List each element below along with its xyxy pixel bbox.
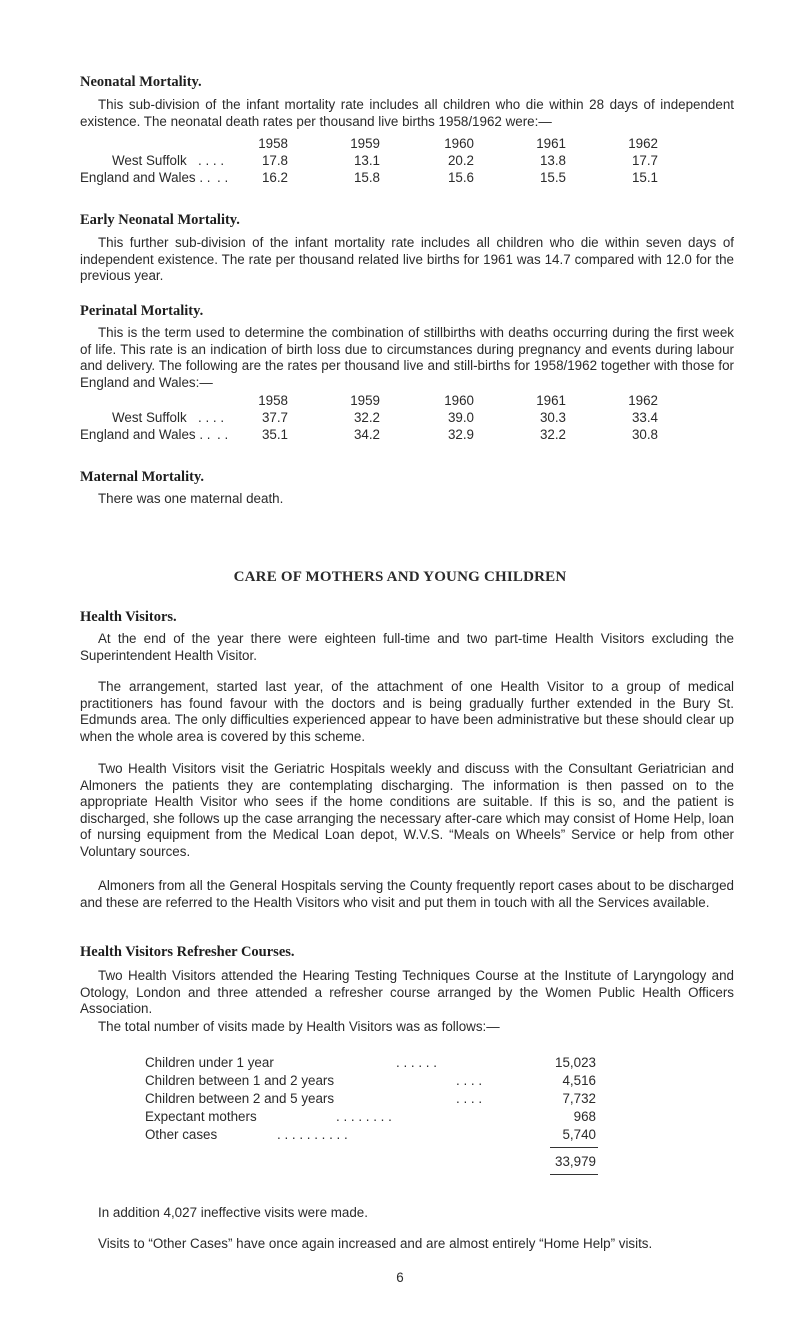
- rate-value: 39.0: [447, 410, 474, 425]
- leader-dots: . . . .: [456, 1091, 483, 1106]
- rate-value: 35.1: [261, 427, 288, 442]
- leader-dots: . .: [217, 170, 229, 185]
- leader-dots: . .: [217, 427, 229, 442]
- rate-value: 15.1: [631, 170, 658, 185]
- rate-value: 13.1: [353, 153, 380, 168]
- neonatal-heading: Neonatal Mortality.: [80, 74, 202, 90]
- maternal-text: There was one maternal death.: [98, 491, 284, 506]
- visit-total: 33,979: [555, 1154, 596, 1169]
- rate-value: 15.8: [353, 170, 380, 185]
- row-label: England and Wales . .: [80, 170, 211, 185]
- visit-label: Other cases: [145, 1127, 218, 1142]
- rate-value: 16.2: [261, 170, 288, 185]
- year-col: 1961: [536, 393, 566, 408]
- refresher-p4: Visits to “Other Cases” have once again increased and are almost entirely “Home Help” visits.: [98, 1236, 653, 1251]
- neonatal-row: [0, 153, 800, 170]
- rate-value: 33.4: [631, 410, 658, 425]
- neonatal-text: This sub-division of the infant mortality rate includes all children who die within 28 days of independent existence. The neonatal death rates per thousand live births 1958/1962 were:—: [80, 97, 734, 129]
- refresher-heading: Health Visitors Refresher Courses.: [80, 944, 295, 960]
- perinatal-heading: Perinatal Mortality.: [80, 303, 204, 319]
- row-label: England and Wales . .: [80, 427, 211, 442]
- rate-value: 15.6: [447, 170, 474, 185]
- visits-row: [0, 1073, 800, 1090]
- year-col: 1960: [444, 393, 474, 408]
- rate-value: 32.2: [353, 410, 380, 425]
- refresher-p2: The total number of visits made by Health Visitors was as follows:—: [98, 1019, 500, 1034]
- visit-label: Expectant mothers: [145, 1109, 257, 1124]
- year-col: 1961: [536, 136, 566, 151]
- perinatal-text: This is the term used to determine the combination of stillbirths with deaths occurring during the first week of life. This rate is an indication of birth loss due to circumstances during pregnancy and events during labour and delivery. The following are the rates per thousand live and still-births for 1958/1962 together with those for England and Wales:—: [80, 325, 734, 390]
- total-rule-bottom: [550, 1174, 598, 1175]
- year-col: 1962: [628, 136, 658, 151]
- row-label: West Suffolk: [112, 153, 187, 168]
- year-col: 1959: [350, 393, 380, 408]
- refresher-p1: Two Health Visitors attended the Hearing Testing Techniques Course at the Institute of Laryngology and Otology, London and three attended a refresher course arranged by the Women Public Health Officers Association.: [80, 968, 734, 1016]
- visit-count: 5,740: [562, 1127, 596, 1142]
- visits-row: [0, 1091, 800, 1108]
- leader-dots: . . . .: [198, 410, 225, 425]
- rate-value: 15.5: [539, 170, 566, 185]
- total-rule-top: [550, 1147, 598, 1148]
- visit-label: Children between 2 and 5 years: [145, 1091, 335, 1106]
- perinatal-row: [0, 427, 800, 444]
- health-visitors-p3: Two Health Visitors visit the Geriatric Hospitals weekly and discuss with the Consultant Geriatrician and Almoners the patients they are contemplating discharging. The information is then passed on to the appropriate Health Visitor who sees if the home conditions are suitable. If this is so, and the patient is discharged, she follows up the case arranging the necessary after-care which may consist of Home Help, loan of nursing equipment from the Medical Loan depot, W.V.S. “Meals on Wheels” Service or help from other Voluntary sources.: [80, 761, 734, 859]
- health-visitors-p2: The arrangement, started last year, of the attachment of one Health Visitor to a group of medical practitioners has found favour with the doctors and is being gradually further extended in the Bury St. Edmunds area. The only difficulties experienced appear to have been administrative but these should clear up when the whole area is covered by this scheme.: [80, 679, 734, 744]
- health-visitors-heading: Health Visitors.: [80, 609, 177, 625]
- refresher-p3: In addition 4,027 ineffective visits were made.: [98, 1205, 368, 1220]
- visits-row: [0, 1127, 800, 1144]
- visit-count: 4,516: [562, 1073, 596, 1088]
- visit-count: 7,732: [562, 1091, 596, 1106]
- visit-label: Children under 1 year: [145, 1055, 274, 1070]
- rate-value: 20.2: [447, 153, 474, 168]
- year-col: 1962: [628, 393, 658, 408]
- year-col: 1960: [444, 136, 474, 151]
- leader-dots: . . . . . . . .: [336, 1109, 392, 1124]
- year-col: 1958: [258, 136, 288, 151]
- visits-total-row: [0, 1154, 800, 1171]
- year-col: 1958: [258, 393, 288, 408]
- rate-value: 30.8: [631, 427, 658, 442]
- early-neonatal-text: This further sub-division of the infant mortality rate includes all children who die within seven days of independent existence. The rate per thousand related live births for 1961 was 14.7 compared with 12.0 for the previous year.: [80, 235, 734, 283]
- health-visitors-p1: At the end of the year there were eighteen full-time and two part-time Health Visitors excluding the Superintendent Health Visitor.: [80, 631, 734, 663]
- rate-value: 32.2: [539, 427, 566, 442]
- neonatal-year-header: [0, 136, 800, 153]
- perinatal-year-header: [0, 393, 800, 410]
- health-visitors-p4: Almoners from all the General Hospitals serving the County frequently report cases about to be discharged and these are referred to the Health Visitors who visit and put them in touch with all the Services available.: [80, 878, 734, 910]
- rate-value: 17.7: [631, 153, 658, 168]
- visits-row: [0, 1109, 800, 1126]
- leader-dots: . . . . . .: [396, 1055, 437, 1070]
- rate-value: 30.3: [539, 410, 566, 425]
- rate-value: 13.8: [539, 153, 566, 168]
- visits-row: [0, 1055, 800, 1072]
- rate-value: 34.2: [353, 427, 380, 442]
- row-label: West Suffolk: [112, 410, 187, 425]
- year-col: 1959: [350, 136, 380, 151]
- early-neonatal-heading: Early Neonatal Mortality.: [80, 212, 240, 228]
- leader-dots: . . . .: [456, 1073, 483, 1088]
- visit-count: 15,023: [555, 1055, 596, 1070]
- leader-dots: . . . .: [198, 153, 225, 168]
- rate-value: 32.9: [447, 427, 474, 442]
- visit-label: Children between 1 and 2 years: [145, 1073, 335, 1088]
- neonatal-row: [0, 170, 800, 187]
- perinatal-row: [0, 410, 800, 427]
- maternal-heading: Maternal Mortality.: [80, 469, 205, 485]
- rate-value: 37.7: [261, 410, 288, 425]
- section-title: CARE OF MOTHERS AND YOUNG CHILDREN: [233, 569, 567, 585]
- visit-count: 968: [573, 1109, 596, 1124]
- leader-dots: . . . . . . . . . .: [277, 1127, 348, 1142]
- page-number: 6: [396, 1270, 404, 1285]
- rate-value: 17.8: [261, 153, 288, 168]
